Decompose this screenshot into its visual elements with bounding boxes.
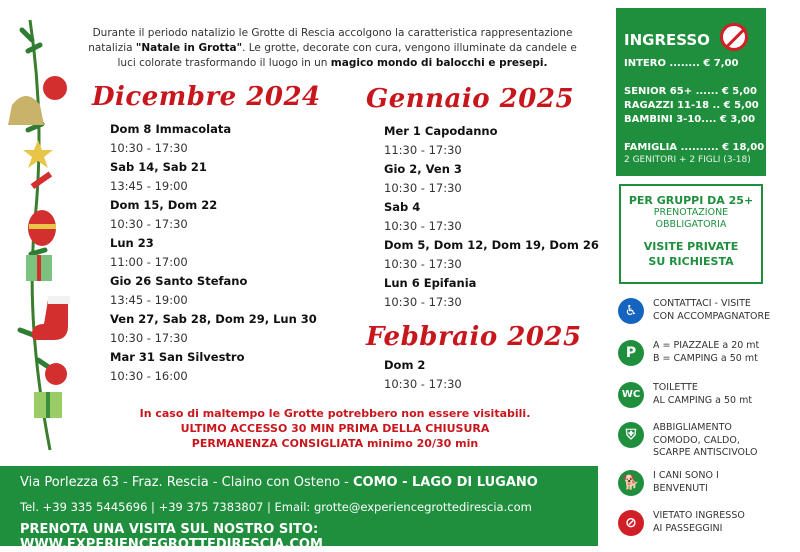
dicembre-title: Dicembre 2024 [92, 82, 321, 112]
parking-icon: P [618, 340, 644, 366]
weather-notice [120, 406, 550, 451]
schedule-time: 10:30 - 17:30 [384, 377, 462, 391]
dog-icon: 🐕 [618, 470, 644, 496]
jacket-icon: ⛨ [618, 422, 644, 448]
no-pets-icon [720, 23, 748, 51]
price-row: RAGAZZI 11-18 .. € 5,00 [624, 100, 759, 111]
schedule-time: 10:30 - 17:30 [384, 219, 462, 233]
info-text [653, 470, 719, 495]
info-item [618, 298, 798, 338]
schedule-day: Lun 23 [110, 236, 154, 250]
private-visits-1: VISITE PRIVATE [643, 240, 739, 253]
stocking-icon [32, 300, 68, 340]
schedule-time: 10:30 - 17:30 [384, 257, 462, 271]
groups-sub-2: OBBLIGATORIA [655, 219, 727, 230]
groups-sub-1: PRENOTAZIONE [653, 207, 729, 218]
no-stroller-icon: ⊘ [618, 510, 644, 536]
toilet-icon: WC [618, 382, 644, 408]
price-title: INGRESSO [624, 31, 710, 49]
intro-line-1: Durante il periodo natalizio le Grotte di Rescia accolgono la caratteristica rappresentazione [92, 27, 573, 39]
schedule-day: Gio 2, Ven 3 [384, 162, 462, 176]
schedule-time: 10:30 - 17:30 [384, 295, 462, 309]
groups-title: PER GRUPPI DA 25+ [628, 194, 754, 207]
info-line: B = CAMPING a 50 mt [653, 352, 758, 364]
schedule-time: 10:30 - 16:00 [110, 369, 188, 383]
info-line: AL CAMPING a 50 mt [653, 394, 753, 406]
family-note: 2 GENITORI + 2 FIGLI (3-18) [624, 155, 751, 165]
schedule-day: Dom 5, Dom 12, Dom 19, Dom 26 [384, 238, 599, 252]
info-line: CONTATTACI - VISITE [653, 298, 751, 309]
intro-line-3: luci colorate trasformando il luogo in un magico mondo di balocchi e presepi. [117, 57, 548, 69]
info-line: COMODO, CALDO, [653, 434, 740, 446]
private-visits-2: SU RICHIESTA [648, 255, 734, 268]
info-item [618, 470, 798, 510]
notice-weather: In caso di maltempo le Grotte potrebbero non essere visitabili. [139, 407, 531, 420]
info-text [653, 340, 759, 365]
footer-booking-link[interactable]: PRENOTA UNA VISITA SUL NOSTRO SITO: WWW.EXPERIENCEGROTTEDIRESCIA.COM [20, 522, 323, 552]
schedule-day: Mar 31 San Silvestro [110, 350, 245, 364]
info-line: A = PIAZZALE a 20 mt [653, 340, 760, 351]
schedule-day: Gio 26 Santo Stefano [110, 274, 248, 288]
groups-box [619, 184, 763, 284]
schedule-time: 13:45 - 19:00 [110, 293, 188, 307]
schedule-day: Sab 14, Sab 21 [110, 160, 207, 174]
dicembre-schedule [110, 120, 317, 386]
schedule-time: 10:30 - 17:30 [110, 217, 188, 231]
schedule-day: Ven 27, Sab 28, Dom 29, Lun 30 [110, 312, 317, 326]
christmas-garland-decoration [0, 0, 80, 460]
info-line: TOILETTE [653, 382, 698, 393]
red-ornament-icon [43, 76, 67, 100]
info-text [653, 510, 745, 535]
price-row: SENIOR 65+ ...... € 5,00 [624, 86, 757, 97]
schedule-time: 10:30 - 17:30 [110, 331, 188, 345]
price-row: BAMBINI 3-10.... € 3,00 [624, 114, 756, 125]
price-row: FAMIGLIA .......... € 18,00 [624, 142, 765, 153]
info-line: CON ACCOMPAGNATORE [653, 310, 771, 322]
info-item [618, 422, 798, 462]
schedule-day: Lun 6 Epifania [384, 276, 477, 290]
price-row: INTERO ........ € 7,00 [624, 58, 739, 69]
gennaio-schedule [384, 122, 599, 312]
footer-address: Via Porlezza 63 - Fraz. Rescia - Claino con Osteno - COMO - LAGO DI LUGANO [20, 475, 538, 490]
info-item [618, 510, 798, 550]
schedule-time: 13:45 - 19:00 [110, 179, 188, 193]
wheelchair-icon: ♿ [618, 298, 644, 324]
footer-bar [0, 466, 598, 552]
info-line: ABBIGLIAMENTO [653, 422, 732, 433]
intro-text [80, 26, 585, 71]
notice-last-access: ULTIMO ACCESSO 30 MIN PRIMA DELLA CHIUSURA [180, 422, 490, 435]
info-text [653, 298, 770, 323]
price-box [616, 8, 766, 176]
info-text [653, 422, 757, 460]
notice-stay: PERMANENZA CONSIGLIATA minimo 20/30 min [191, 437, 479, 450]
schedule-day: Dom 2 [384, 358, 426, 372]
info-item [618, 382, 798, 422]
info-item [618, 340, 798, 380]
info-text [653, 382, 752, 407]
info-line: BENVENUTI [653, 482, 708, 494]
febbraio-title: Febbraio 2025 [366, 322, 582, 352]
footer-contacts[interactable]: Tel. +39 335 5445696 | +39 375 7383807 | Email: grotte@experiencegrottedirescia.com [20, 500, 532, 514]
schedule-day: Dom 8 Immacolata [110, 122, 232, 136]
schedule-day: Sab 4 [384, 200, 421, 214]
schedule-day: Mer 1 Capodanno [384, 124, 498, 138]
info-line: VIETATO INGRESSO [653, 510, 745, 521]
schedule-time: 10:30 - 17:30 [384, 181, 462, 195]
schedule-time: 11:30 - 17:30 [384, 143, 462, 157]
gennaio-title: Gennaio 2025 [366, 84, 575, 114]
info-line: I CANI SONO I [653, 470, 719, 481]
schedule-day: Dom 15, Dom 22 [110, 198, 218, 212]
schedule-time: 11:00 - 17:00 [110, 255, 188, 269]
info-line: SCARPE ANTISCIVOLO [653, 447, 758, 458]
schedule-time: 10:30 - 17:30 [110, 141, 188, 155]
info-line: AI PASSEGGINI [653, 522, 723, 534]
intro-line-2: natalizia "Natale in Grotta". Le grotte, decorate con cura, vengono illuminate da candele e [88, 42, 577, 54]
febbraio-schedule [384, 356, 462, 394]
